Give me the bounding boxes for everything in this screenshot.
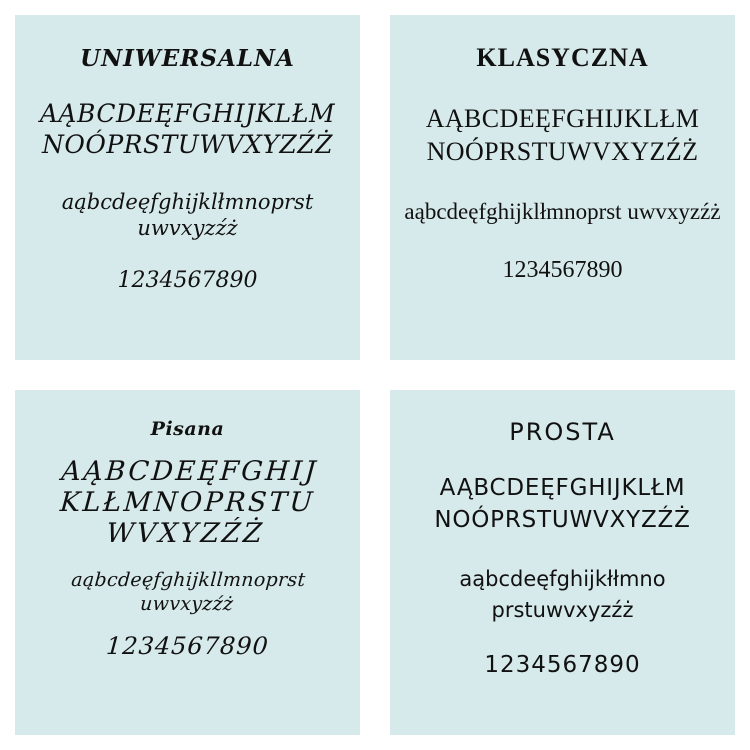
- digits-sample-prosta: 1234567890: [484, 652, 641, 679]
- grid-cell-uniwersalna: [0, 0, 375, 375]
- font-panel-pisana[interactable]: [15, 390, 360, 735]
- lowercase-sample-uniwersalna: aąbcdeęfghijklłmnoprst uwvxyzźż: [61, 189, 314, 240]
- uppercase-sample-prosta: AĄBCDEĘFGHIJKLŁM NOÓPRSTUWVXYZŹŻ: [434, 475, 691, 534]
- font-panel-uniwersalna[interactable]: [15, 15, 360, 360]
- uppercase-sample-pisana: AĄBCDEĘFGHIJ KLŁMNOPRSTU WVXYZŹŻ: [58, 456, 319, 550]
- digits-sample-klasyczna: 1234567890: [502, 256, 623, 283]
- grid-cell-klasyczna: [375, 0, 750, 375]
- uppercase-sample-klasyczna: AĄBCDEĘFGHIJKLŁM NOÓPRSTUWVXYZŹŻ: [425, 104, 700, 166]
- panel-title-klasyczna: KLASYCZNA: [476, 43, 649, 72]
- grid-cell-prosta: [375, 375, 750, 750]
- panel-title-prosta: PROSTA: [509, 418, 616, 446]
- font-panel-klasyczna[interactable]: [390, 15, 735, 360]
- panel-title-uniwersalna: UNIWERSALNA: [80, 45, 295, 72]
- font-panel-prosta[interactable]: [390, 390, 735, 735]
- uppercase-sample-uniwersalna: AĄBCDEĘFGHIJKLŁM NOÓPRSTUWVXYZŹŻ: [39, 99, 336, 160]
- digits-sample-pisana: 1234567890: [105, 631, 270, 660]
- grid-cell-pisana: [0, 375, 375, 750]
- panel-title-pisana: Pisana: [150, 418, 225, 440]
- lowercase-sample-klasyczna: aąbcdeęfghijklłmnoprst uwvxyzźż: [404, 199, 721, 224]
- lowercase-sample-prosta: aąbcdeęfghijkłłmno prstuwvxyzźż: [459, 567, 666, 622]
- lowercase-sample-pisana: aąbcdeęfghijkllmnoprst uwvxyzźż: [70, 569, 307, 615]
- digits-sample-uniwersalna: 1234567890: [117, 268, 258, 293]
